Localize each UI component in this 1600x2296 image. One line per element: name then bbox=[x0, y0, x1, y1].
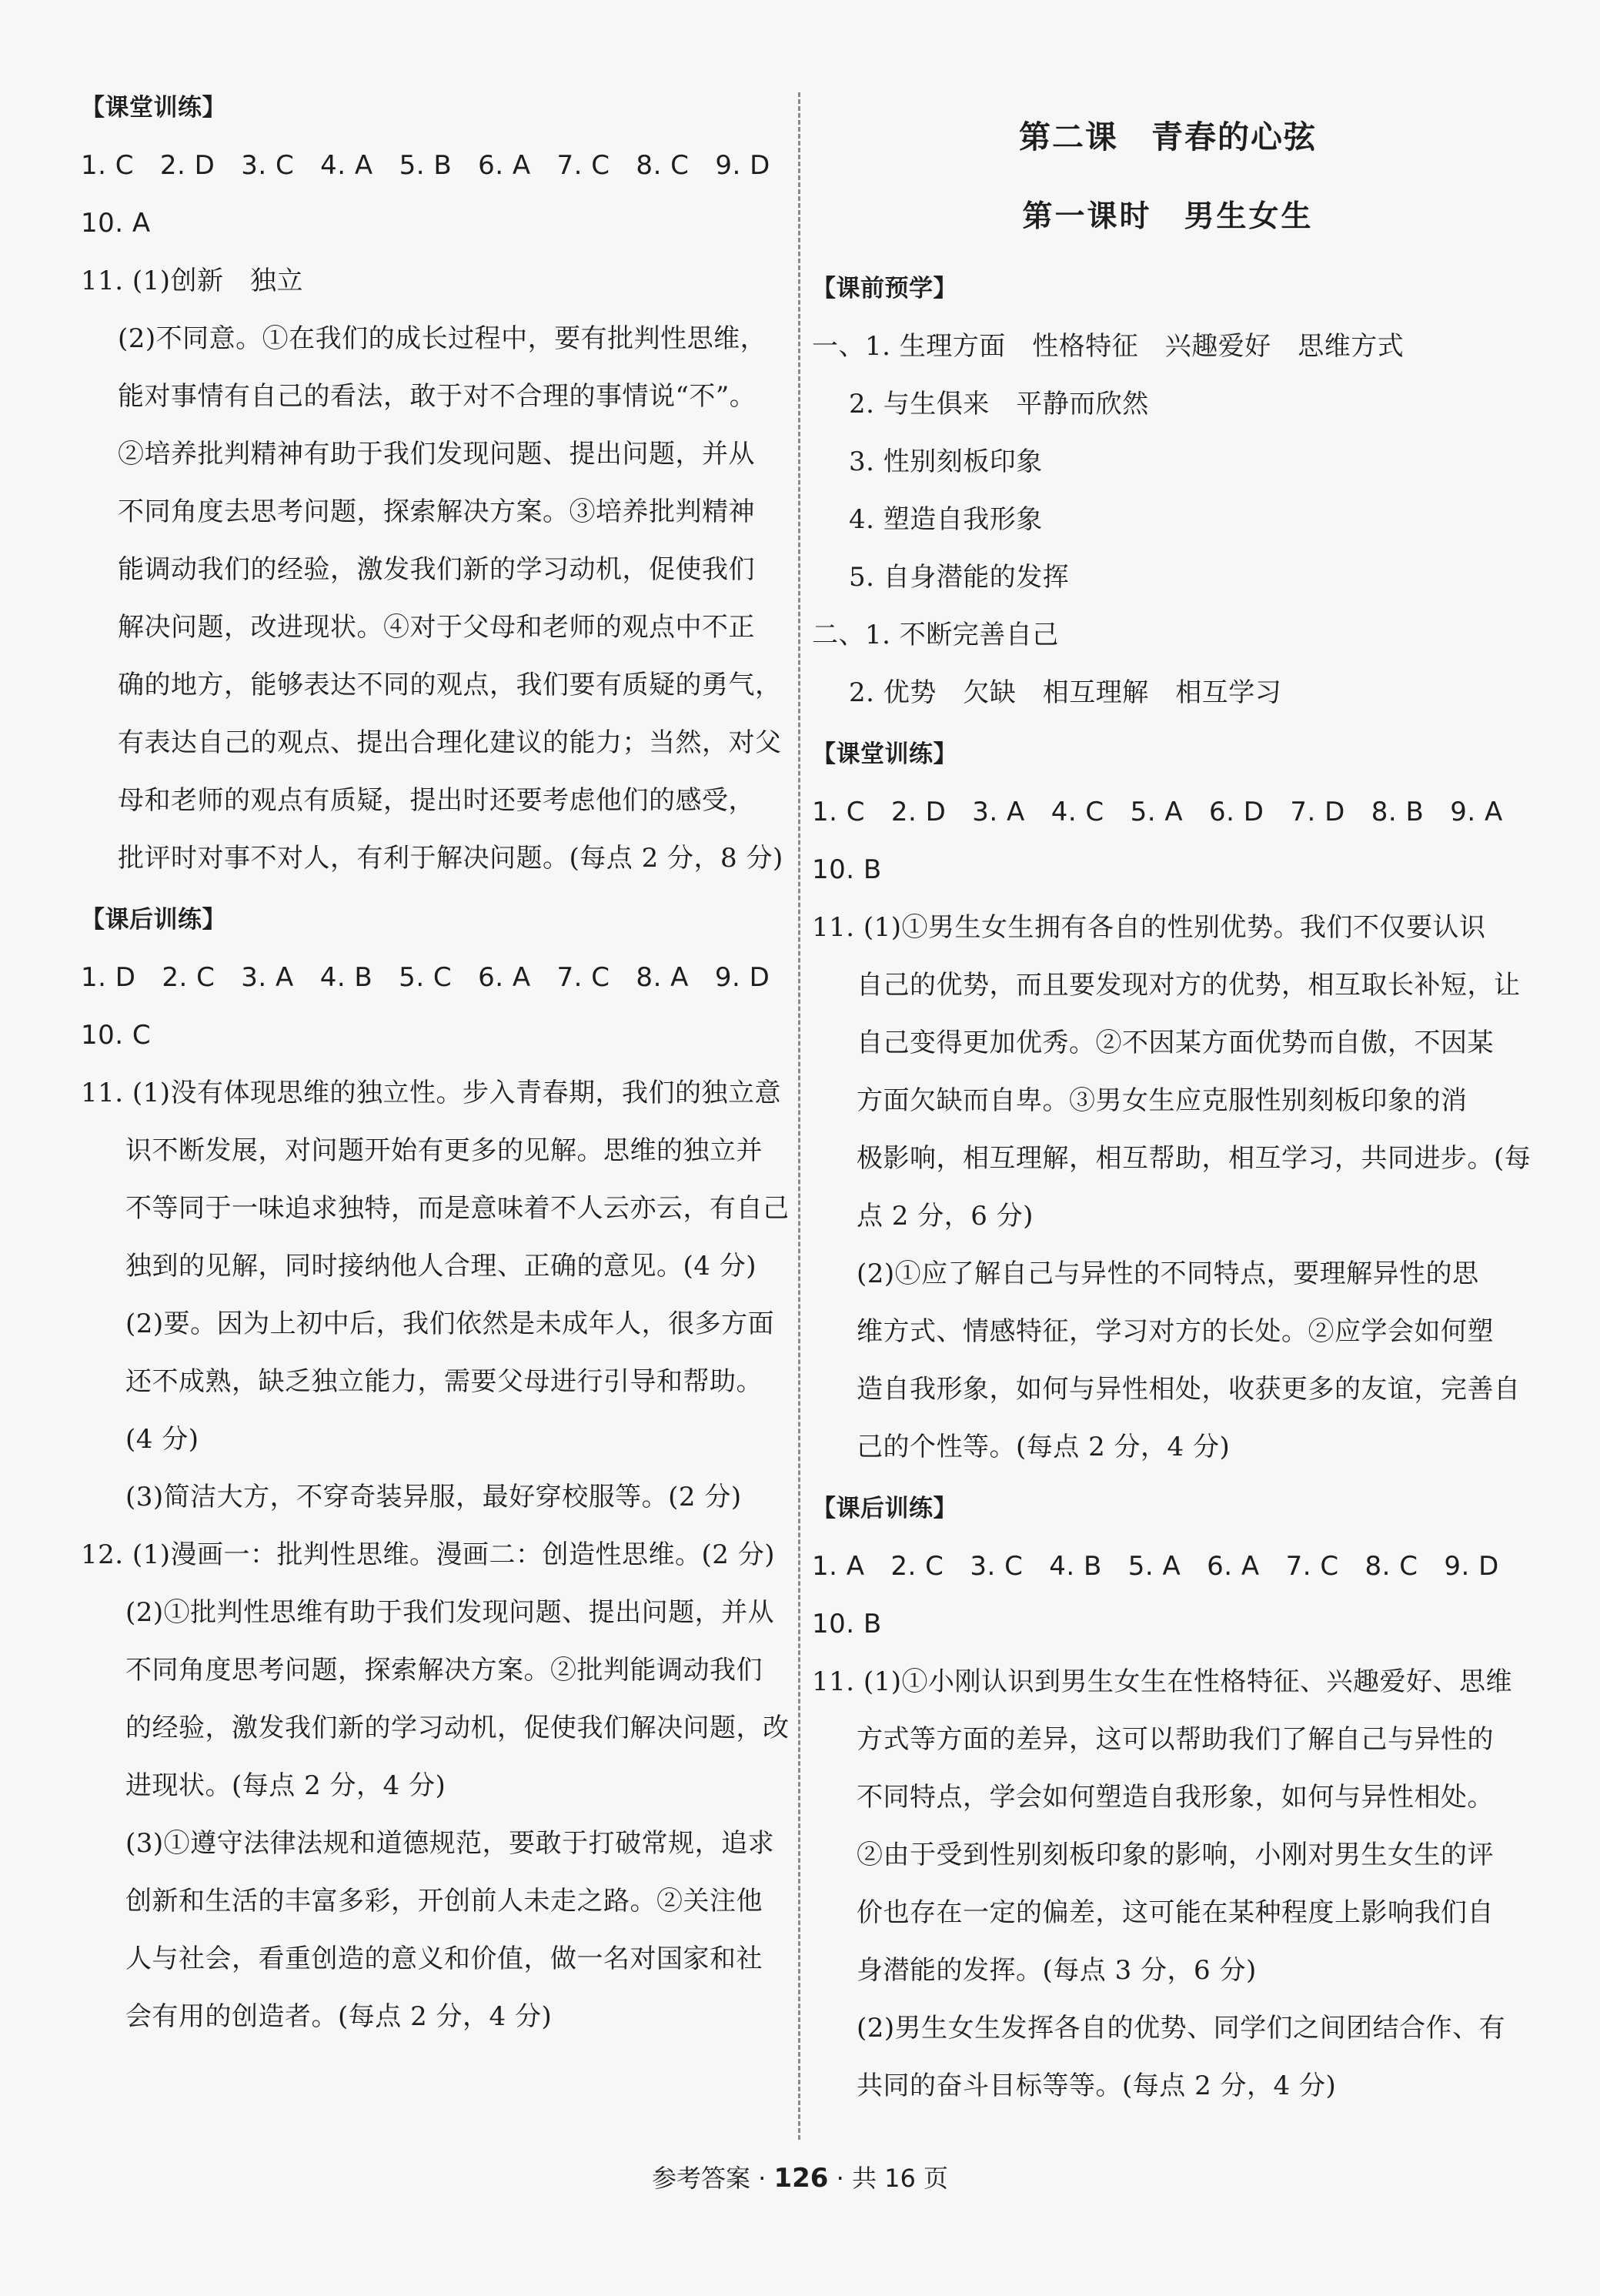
q11-answer-line: 11. (1)①男生女生拥有各自的性别优势。我们不仅要认识 bbox=[812, 912, 1486, 943]
q12-answer-line: 不同角度思考问题，探索解决方案。②批判能调动我们 bbox=[125, 1655, 763, 1686]
mc-answers: 1. A 2. C 3. C 4. B 5. A 6. A 7. C 8. C 9. D bbox=[812, 1551, 1499, 1582]
q12-answer-line: 进现状。(每点 2 分，4 分) bbox=[125, 1770, 446, 1801]
q10-answer: 10. C bbox=[81, 1020, 152, 1051]
period-title: 第一课时 男生女生 bbox=[1022, 199, 1314, 234]
q11-answer-line: ②由于受到性别刻板印象的影响，小刚对男生女生的评 bbox=[857, 1840, 1494, 1870]
column-divider bbox=[798, 92, 800, 2140]
q11-answer-line: 还不成熟，缺乏独立能力，需要父母进行引导和帮助。 bbox=[125, 1366, 763, 1397]
pre-study-line: 一、1. 生理方面 性格特征 兴趣爱好 思维方式 bbox=[812, 331, 1405, 362]
section-title-class-training: 【课堂训练】 bbox=[812, 740, 957, 768]
mc-answers: 1. C 2. D 3. C 4. A 5. B 6. A 7. C 8. C 9. D bbox=[81, 150, 770, 181]
q11-part2-line: 解决问题，改进现状。④对于父母和老师的观点中不正 bbox=[118, 612, 755, 643]
q12-answer-line: 的经验，激发我们新的学习动机，促使我们解决问题，改 bbox=[125, 1713, 790, 1743]
q11-answer-line: 己的个性等。(每点 2 分，4 分) bbox=[857, 1432, 1231, 1462]
q11-answer-line: (3)简洁大方，不穿奇装异服，最好穿校服等。(2 分) bbox=[125, 1482, 742, 1512]
q11-answer-line: 造自我形象，如何与异性相处，收获更多的友谊，完善自 bbox=[857, 1374, 1521, 1405]
q11-answer-line: (2)要。因为上初中后，我们依然是未成年人，很多方面 bbox=[125, 1308, 775, 1339]
q11-part2-line: 母和老师的观点有质疑，提出时还要考虑他们的感受， bbox=[118, 785, 755, 816]
q12-answer-line: (2)①批判性思维有助于我们发现问题、提出问题，并从 bbox=[125, 1597, 775, 1628]
q11-answer-line: (2)男生女生发挥各自的优势、同学们之间团结合作、有 bbox=[857, 2013, 1506, 2044]
q11-part2-line: 批评时对事不对人，有利于解决问题。(每点 2 分，8 分) bbox=[118, 843, 783, 874]
q11-answer-line: (2)①应了解自己与异性的不同特点，要理解异性的思 bbox=[857, 1258, 1479, 1289]
q11-answer-line: 维方式、情感特征，学习对方的长处。②应学会如何塑 bbox=[857, 1316, 1494, 1347]
q10-answer: 10. B bbox=[812, 854, 882, 885]
q11-part2-line: ②培养批判精神有助于我们发现问题、提出问题，并从 bbox=[118, 439, 755, 470]
q11-part2-line: (2)不同意。①在我们的成长过程中，要有批判性思维， bbox=[118, 323, 767, 354]
q11-answer-line: 身潜能的发挥。(每点 3 分，6 分) bbox=[857, 1955, 1257, 1986]
footer-total-pages: · 共 16 页 bbox=[828, 2164, 949, 2193]
q12-answer-line: 会有用的创造者。(每点 2 分，4 分) bbox=[125, 2001, 553, 2032]
pre-study-line: 4. 塑造自我形象 bbox=[849, 504, 1043, 535]
q12-answer-line: 创新和生活的丰富多彩，开创前人未走之路。②关注他 bbox=[125, 1886, 763, 1917]
q12-answer-line: 人与社会，看重创造的意义和价值，做一名对国家和社 bbox=[125, 1943, 763, 1974]
q11-answer-line: 不同特点，学会如何塑造自我形象，如何与异性相处。 bbox=[857, 1782, 1494, 1813]
q11-answer-line: 点 2 分，6 分) bbox=[857, 1201, 1034, 1232]
section-title-pre-study: 【课前预学】 bbox=[812, 275, 957, 302]
pre-study-line: 2. 与生俱来 平静而欣然 bbox=[849, 389, 1149, 419]
q11-answer-line: 自己的优势，而且要发现对方的优势，相互取长补短，让 bbox=[857, 970, 1521, 1001]
section-title-class-training: 【课堂训练】 bbox=[81, 94, 226, 122]
pre-study-line: 2. 优势 欠缺 相互理解 相互学习 bbox=[849, 677, 1282, 708]
q11-part2-line: 有表达自己的观点、提出合理化建议的能力；当然，对父 bbox=[118, 727, 782, 758]
q10-answer: 10. B bbox=[812, 1609, 882, 1639]
q11-answer-line: 11. (1)没有体现思维的独立性。步入青春期，我们的独立意 bbox=[81, 1078, 782, 1108]
q11-answer-line: 方式等方面的差异，这可以帮助我们了解自己与异性的 bbox=[857, 1724, 1494, 1755]
pre-study-line: 5. 自身潜能的发挥 bbox=[849, 562, 1070, 593]
pre-study-line: 3. 性别刻板印象 bbox=[849, 446, 1043, 477]
q12-answer-line: (3)①遵守法律法规和道德规范，要敢于打破常规，追求 bbox=[125, 1828, 775, 1859]
q11-part2-line: 确的地方，能够表达不同的观点，我们要有质疑的勇气， bbox=[118, 670, 782, 700]
q11-answer-line: 识不断发展，对问题开始有更多的见解。思维的独立并 bbox=[125, 1135, 763, 1166]
pre-study-line: 二、1. 不断完善自己 bbox=[812, 620, 1059, 650]
q11-answer-line: 11. (1)①小刚认识到男生女生在性格特征、兴趣爱好、思维 bbox=[812, 1666, 1513, 1697]
q10-answer: 10. A bbox=[81, 208, 151, 239]
page-number: 126 bbox=[773, 2163, 829, 2194]
q11-answer-line: 共同的奋斗目标等等。(每点 2 分，4 分) bbox=[857, 2070, 1337, 2101]
q11-answer-line: 自己变得更加优秀。②不因某方面优势而自傲，不因某 bbox=[857, 1028, 1494, 1058]
q11-part2-line: 不同角度去思考问题，探索解决方案。③培养批判精神 bbox=[118, 496, 755, 527]
q11-answer-line: 价也存在一定的偏差，这可能在某种程度上影响我们自 bbox=[857, 1897, 1494, 1928]
footer-prefix: 参考答案 · bbox=[651, 2164, 774, 2193]
q11-answer-line: 极影响，相互理解，相互帮助，相互学习，共同进步。(每 bbox=[857, 1143, 1532, 1174]
mc-answers: 1. C 2. D 3. A 4. C 5. A 6. D 7. D 8. B 9. A bbox=[812, 797, 1503, 827]
q11-answer-line: (4 分) bbox=[125, 1424, 199, 1455]
q11-answer-line: 独到的见解，同时接纳他人合理、正确的意见。(4 分) bbox=[125, 1251, 757, 1282]
q11-part2-line: 能对事情有自己的看法，敢于对不合理的事情说“不”。 bbox=[118, 381, 757, 412]
q12-answer-line: 12. (1)漫画一：批判性思维。漫画二：创造性思维。(2 分) bbox=[81, 1539, 776, 1570]
section-title-after-class: 【课后训练】 bbox=[812, 1495, 957, 1522]
mc-answers: 1. D 2. C 3. A 4. B 5. C 6. A 7. C 8. A 9. D bbox=[81, 962, 770, 993]
q11-part2-line: 能调动我们的经验，激发我们新的学习动机，促使我们 bbox=[118, 554, 755, 585]
q11-answer-line: 方面欠缺而自卑。③男女生应克服性别刻板印象的消 bbox=[857, 1085, 1468, 1116]
q11-part1: 11. (1)创新 独立 bbox=[81, 266, 304, 296]
lesson-title: 第二课 青春的心弦 bbox=[1019, 119, 1317, 155]
page-footer bbox=[0, 2159, 1600, 2194]
q11-answer-line: 不等同于一味追求独特，而是意味着不人云亦云，有自己 bbox=[125, 1193, 790, 1224]
section-title-after-class: 【课后训练】 bbox=[81, 906, 226, 934]
